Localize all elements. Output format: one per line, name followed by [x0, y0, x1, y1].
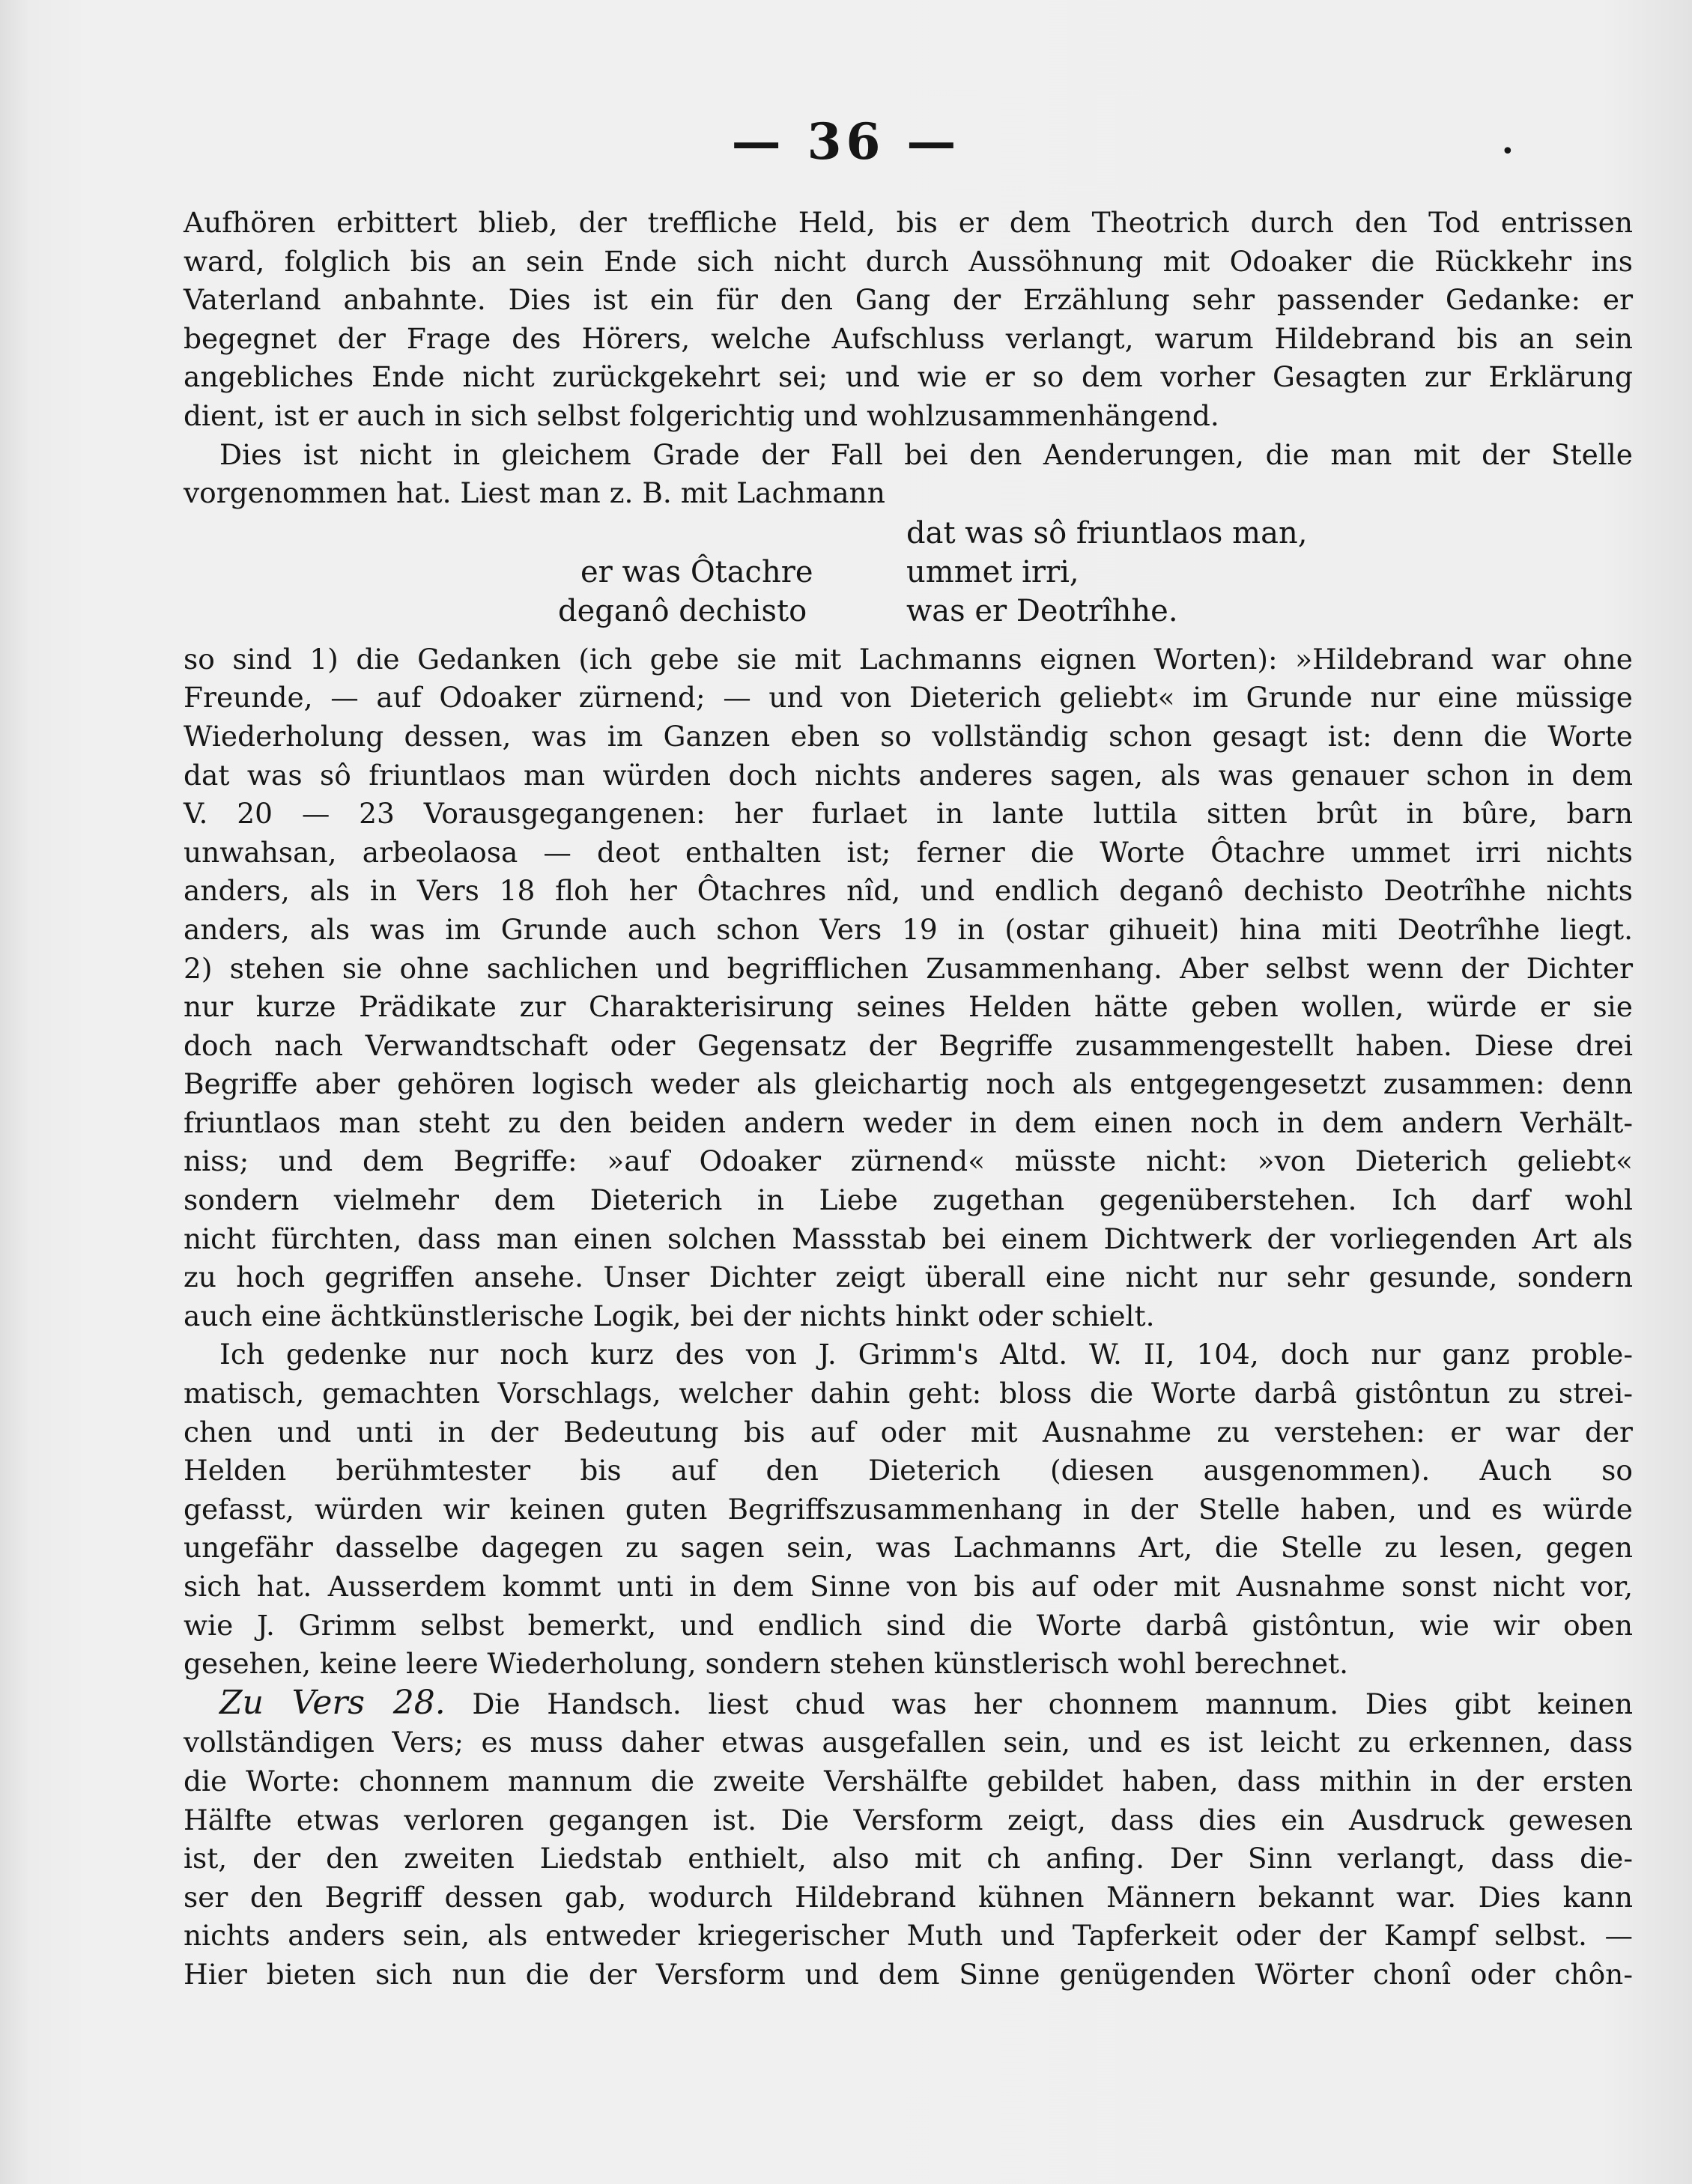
text-line: Freunde, — auf Odoaker zürnend; — und von Dieterich geliebt« im Grunde nur eine müssige — [184, 681, 1633, 715]
text-line: nicht fürchten, dass man einen solchen Massstab bei einem Dichtwerk der vorliegenden Art als — [184, 1222, 1633, 1255]
text-line: anders, als was im Grunde auch schon Vers 19 in (ostar gihueit) hina miti Deotrîhhe liegt. — [184, 912, 1633, 946]
text-line: 2) stehen sie ohne sachlichen und begrifflichen Zusammenhang. Aber selbst wenn der Dichter — [184, 951, 1633, 985]
text-line: wie J. Grimm selbst bemerkt, und endlich sind die Worte darbâ gistôntun, wie wir oben — [184, 1608, 1633, 1642]
text-line: vollständigen Vers; es muss daher etwas ausgefallen sein, und es ist leicht zu erkennen, dass — [184, 1726, 1633, 1759]
text-line: Hier bieten sich nun die der Versform und dem Sinne genügenden Wörter chonî oder chôn- — [184, 1957, 1633, 1991]
text-line: begegnet der Frage des Hörers, welche Aufschluss verlangt, warum Hildebrand bis an sein — [184, 321, 1633, 355]
text-line: ungefähr dasselbe dagegen zu sagen sein, was Lachmanns Art, die Stelle zu lesen, gegen — [184, 1531, 1633, 1565]
text-line: die Worte: chonnem mannum die zweite Vershälfte gebildet haben, dass mithin in der ersten — [184, 1764, 1633, 1798]
text-line: Ich gedenke nur noch kurz des von J. Grimm's Altd. W. II, 104, doch nur ganz proble- — [219, 1338, 1633, 1371]
verse-line-2-right: ummet irri, — [906, 554, 1079, 589]
zu-vers-first-line: Die Handsch. liest chud was her chonnem mannum. Dies gibt keinen — [472, 1687, 1634, 1720]
verse-line-3-left: deganô dechisto — [558, 593, 807, 628]
text-line: gefasst, würden wir keinen guten Begriffszusammenhang in der Stelle haben, und es würde — [184, 1492, 1633, 1526]
text-line: V. 20 — 23 Vorausgegangenen: her furlaet in lante luttila sitten brût in bûre, barn — [184, 797, 1633, 831]
text-line: so sind 1) die Gedanken (ich gebe sie mit Lachmanns eignen Worten): »Hildebrand war ohne — [184, 642, 1633, 676]
page-speck: • — [1501, 139, 1514, 165]
paragraph-2 — [184, 436, 1633, 513]
text-line: Helden berühmtester bis auf den Dieterich (diesen ausgenommen). Auch so — [184, 1454, 1633, 1487]
paragraph-5 — [184, 1684, 1633, 1995]
text-line: nichts anders sein, als entweder kriegerischer Muth und Tapferkeit oder der Kampf selbst. — — [184, 1919, 1633, 1953]
paragraph-1 — [184, 204, 1633, 436]
page-number: — 36 — — [731, 112, 961, 171]
text-line: chen und unti in der Bedeutung bis auf oder mit Ausnahme zu verstehen: er war der — [184, 1415, 1633, 1449]
zu-vers-label: Zu Vers 28. — [219, 1683, 446, 1722]
text-line: Begriffe aber gehören logisch weder als gleichartig noch als entgegengesetzt zusammen: denn — [184, 1067, 1633, 1101]
text-line: sondern vielmehr dem Dieterich in Liebe zugethan gegenüberstehen. Ich darf wohl — [184, 1183, 1633, 1217]
verse-line-3-right: was er Deotrîhhe. — [906, 593, 1178, 628]
text-line: gesehen, keine leere Wiederholung, sondern stehen künstlerisch wohl berechnet. — [184, 1647, 1349, 1681]
body-text — [184, 204, 1633, 1995]
verse-line-1: dat was sô friuntlaos man, — [906, 515, 1308, 550]
text-line — [184, 1684, 1633, 1724]
text-line: dient, ist er auch in sich selbst folgerichtig und wohlzusammenhängend. — [184, 398, 1219, 432]
text-line: vorgenommen hat. Liest man z. B. mit Lachmann — [184, 476, 885, 510]
text-line: nur kurze Prädikate zur Charakterisirung seines Helden hätte geben wollen, würde er sie — [184, 990, 1633, 1024]
text-line: Aufhören erbittert blieb, der treffliche Held, bis er dem Theotrich durch den Tod entrissen — [184, 206, 1633, 239]
text-line: unwahsan, arbeolaosa — deot enthalten ist; ferner die Worte Ôtachre ummet irri nichts — [184, 835, 1633, 869]
text-line: ser den Begriff dessen gab, wodurch Hildebrand kühnen Männern bekannt war. Dies kann — [184, 1880, 1633, 1914]
text-line: zu hoch gegriffen ansehe. Unser Dichter zeigt überall eine nicht nur sehr gesunde, sondern — [184, 1261, 1633, 1294]
paragraph-3 — [184, 640, 1633, 1336]
text-line: ist, der den zweiten Liedstab enthielt, also mit ch anfing. Der Sinn verlangt, dass die- — [184, 1842, 1633, 1875]
text-line: doch nach Verwandtschaft oder Gegensatz der Begriffe zusammengestellt haben. Diese drei — [184, 1028, 1633, 1062]
text-line: Vaterland anbahnte. Dies ist ein für den Gang der Erzählung sehr passender Gedanke: er — [184, 283, 1633, 317]
text-line: niss; und dem Begriffe: »auf Odoaker zürnend« müsste nicht: »von Dieterich geliebt« — [184, 1144, 1633, 1178]
text-line: Hälfte etwas verloren gegangen ist. Die Versform zeigt, dass dies ein Ausdruck gewesen — [184, 1803, 1633, 1836]
text-line: Dies ist nicht in gleichem Grade der Fall bei den Aenderungen, die man mit der Stelle — [219, 437, 1633, 471]
verse-line-2-left: er was Ôtachre — [580, 554, 813, 589]
text-line: sich hat. Ausserdem kommt unti in dem Sinne von bis auf oder mit Ausnahme sonst nicht vor, — [184, 1570, 1633, 1603]
verse-quote — [184, 515, 1633, 636]
text-line: Wiederholung dessen, was im Ganzen eben so vollständig schon gesagt ist: denn die Worte — [184, 719, 1633, 753]
text-line: friuntlaos man steht zu den beiden andern weder in dem einen noch in dem andern Verhält- — [184, 1105, 1633, 1139]
paragraph-4 — [184, 1335, 1633, 1683]
text-line: auch eine ächtkünstlerische Logik, bei der nichts hinkt oder schielt. — [184, 1299, 1155, 1332]
text-line: dat was sô friuntlaos man würden doch nichts anderes sagen, als was genauer schon in dem — [184, 758, 1633, 792]
text-line: anders, als in Vers 18 floh her Ôtachres nîd, und endlich deganô dechisto Deotrîhhe nichts — [184, 874, 1633, 908]
text-line: matisch, gemachten Vorschlags, welcher dahin geht: bloss die Worte darbâ gistôntun zu strei- — [184, 1377, 1633, 1410]
text-line: ward, folglich bis an sein Ende sich nicht durch Aussöhnung mit Odoaker die Rückkehr ins — [184, 244, 1633, 278]
text-line: angebliches Ende nicht zurückgekehrt sei; und wie er so dem vorher Gesagten zur Erklärung — [184, 360, 1633, 394]
